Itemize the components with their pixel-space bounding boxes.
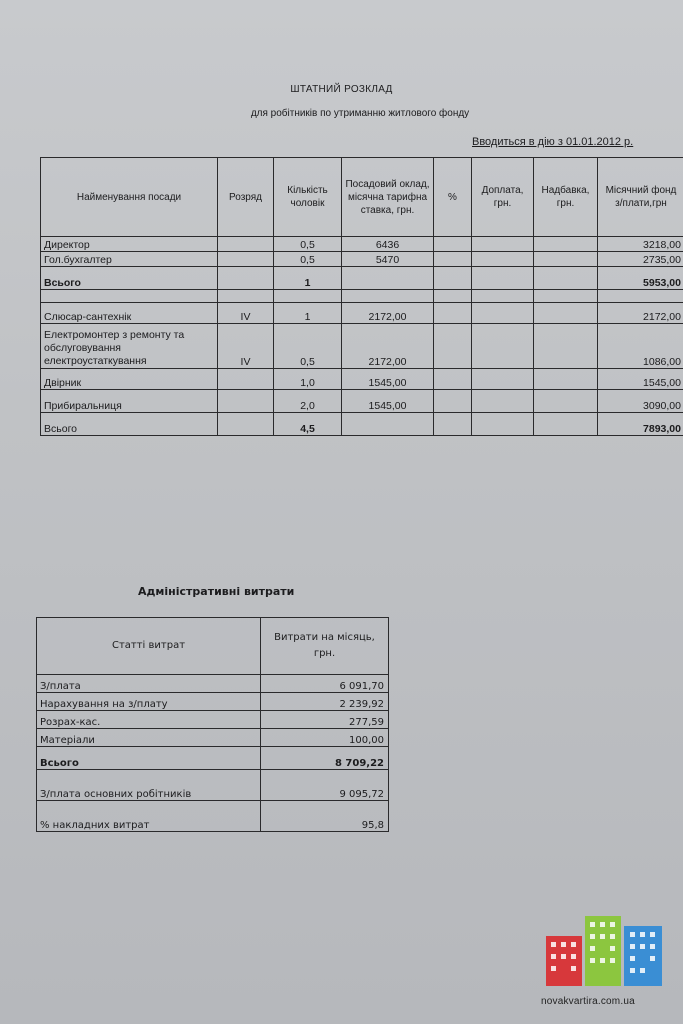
grade-cell: IV: [218, 303, 274, 324]
grade-cell: [218, 413, 274, 436]
bonus-cell: [534, 252, 598, 267]
fund-cell: 1545,00: [598, 369, 683, 390]
table-header-row: [41, 158, 683, 237]
count-cell: 2,0: [274, 390, 342, 413]
empty-cell: [534, 290, 598, 303]
grade-cell: [218, 252, 274, 267]
document-subtitle: для робітників по утриманню житлового фонду: [250, 108, 470, 119]
expense-value: 8 709,22: [261, 747, 389, 770]
expense-item: % накладних витрат: [37, 801, 261, 832]
column-header: Витрати на місяць, грн.: [261, 618, 389, 675]
fund-cell: 3218,00: [598, 237, 683, 252]
column-header: Розряд: [218, 158, 274, 237]
salary-cell: 6436: [342, 237, 434, 252]
table-row: [41, 252, 683, 267]
salary-cell: [342, 267, 434, 290]
count-cell: 4,5: [274, 413, 342, 436]
grade-cell: [218, 237, 274, 252]
column-header: Найменування посади: [41, 158, 218, 237]
extra-pay-cell: [472, 267, 534, 290]
percent-cell: [434, 390, 472, 413]
position-name: Директор: [41, 237, 218, 252]
table-row: [41, 369, 683, 390]
grade-cell: [218, 369, 274, 390]
document-title: ШТАТНИЙ РОЗКЛАД: [290, 84, 393, 95]
expense-item: Розрах-кас.: [37, 711, 261, 729]
table-row-total: [37, 747, 389, 770]
percent-cell: [434, 252, 472, 267]
bonus-cell: [534, 303, 598, 324]
empty-cell: [434, 290, 472, 303]
fund-cell: 5953,00: [598, 267, 683, 290]
admin-section-title: Адміністративні витрати: [138, 585, 295, 598]
table-row: [37, 675, 389, 693]
position-name: Слюсар-сантехнік: [41, 303, 218, 324]
table-row-total: [41, 413, 683, 436]
table-row: [41, 390, 683, 413]
expense-value: 277,59: [261, 711, 389, 729]
expense-value: 100,00: [261, 729, 389, 747]
position-name: Електромонтер з ремонту та обслуговування електроустаткування: [41, 324, 218, 369]
salary-cell: 5470: [342, 252, 434, 267]
expense-item: З/плата основних робітників: [37, 770, 261, 801]
expense-value: 6 091,70: [261, 675, 389, 693]
table-row: [37, 729, 389, 747]
expense-item: З/плата: [37, 675, 261, 693]
expense-value: 2 239,92: [261, 693, 389, 711]
extra-pay-cell: [472, 369, 534, 390]
extra-pay-cell: [472, 324, 534, 369]
position-name: Всього: [41, 413, 218, 436]
position-name: Прибиральниця: [41, 390, 218, 413]
expense-item: Матеріали: [37, 729, 261, 747]
fund-cell: 3090,00: [598, 390, 683, 413]
fund-cell: 2172,00: [598, 303, 683, 324]
admin-expenses-table: [36, 617, 389, 832]
column-header: Посадовий оклад, місячна тарифна ставка, грн.: [342, 158, 434, 237]
empty-cell: [41, 290, 218, 303]
column-header: Доплата, грн.: [472, 158, 534, 237]
salary-cell: 1545,00: [342, 369, 434, 390]
table-row: [37, 770, 389, 801]
empty-cell: [472, 290, 534, 303]
percent-cell: [434, 267, 472, 290]
percent-cell: [434, 413, 472, 436]
table-row: [41, 303, 683, 324]
empty-cell: [342, 290, 434, 303]
bonus-cell: [534, 267, 598, 290]
grade-cell: [218, 267, 274, 290]
position-name: Гол.бухгалтер: [41, 252, 218, 267]
position-name: Всього: [41, 267, 218, 290]
count-cell: 0,5: [274, 324, 342, 369]
effective-date-note: Вводиться в дію з 01.01.2012 р.: [472, 136, 634, 148]
count-cell: 0,5: [274, 252, 342, 267]
extra-pay-cell: [472, 252, 534, 267]
extra-pay-cell: [472, 413, 534, 436]
expense-value: 9 095,72: [261, 770, 389, 801]
building-logo-icon: [546, 916, 662, 986]
column-header: Надбавка, грн.: [534, 158, 598, 237]
table-header-row: [37, 618, 389, 675]
table-row: [37, 693, 389, 711]
salary-cell: 1545,00: [342, 390, 434, 413]
fund-cell: 1086,00: [598, 324, 683, 369]
grade-cell: IV: [218, 324, 274, 369]
salary-cell: 2172,00: [342, 303, 434, 324]
table-row: [41, 324, 683, 369]
count-cell: 0,5: [274, 237, 342, 252]
column-header: Статті витрат: [37, 618, 261, 675]
table-row-total: [41, 267, 683, 290]
percent-cell: [434, 324, 472, 369]
extra-pay-cell: [472, 390, 534, 413]
count-cell: 1,0: [274, 369, 342, 390]
table-row: [41, 237, 683, 252]
expense-item: Нарахування на з/плату: [37, 693, 261, 711]
empty-cell: [274, 290, 342, 303]
column-header: Місячний фонд з/плати,грн: [598, 158, 683, 237]
percent-cell: [434, 237, 472, 252]
fund-cell: 2735,00: [598, 252, 683, 267]
fund-cell: 7893,00: [598, 413, 683, 436]
table-row: [37, 711, 389, 729]
bonus-cell: [534, 324, 598, 369]
column-header: %: [434, 158, 472, 237]
bonus-cell: [534, 369, 598, 390]
empty-cell: [218, 290, 274, 303]
extra-pay-cell: [472, 303, 534, 324]
percent-cell: [434, 303, 472, 324]
empty-cell: [598, 290, 683, 303]
expense-value: 95,8: [261, 801, 389, 832]
grade-cell: [218, 390, 274, 413]
table-row: [37, 801, 389, 832]
bonus-cell: [534, 390, 598, 413]
percent-cell: [434, 369, 472, 390]
watermark-text: novakvartira.com.ua: [541, 996, 635, 1007]
position-name: Двірник: [41, 369, 218, 390]
salary-cell: 2172,00: [342, 324, 434, 369]
column-header: Кількість чоловік: [274, 158, 342, 237]
table-row-empty: [41, 290, 683, 303]
bonus-cell: [534, 237, 598, 252]
count-cell: 1: [274, 303, 342, 324]
expense-item: Всього: [37, 747, 261, 770]
salary-cell: [342, 413, 434, 436]
extra-pay-cell: [472, 237, 534, 252]
staff-schedule-table: [40, 157, 683, 436]
bonus-cell: [534, 413, 598, 436]
count-cell: 1: [274, 267, 342, 290]
